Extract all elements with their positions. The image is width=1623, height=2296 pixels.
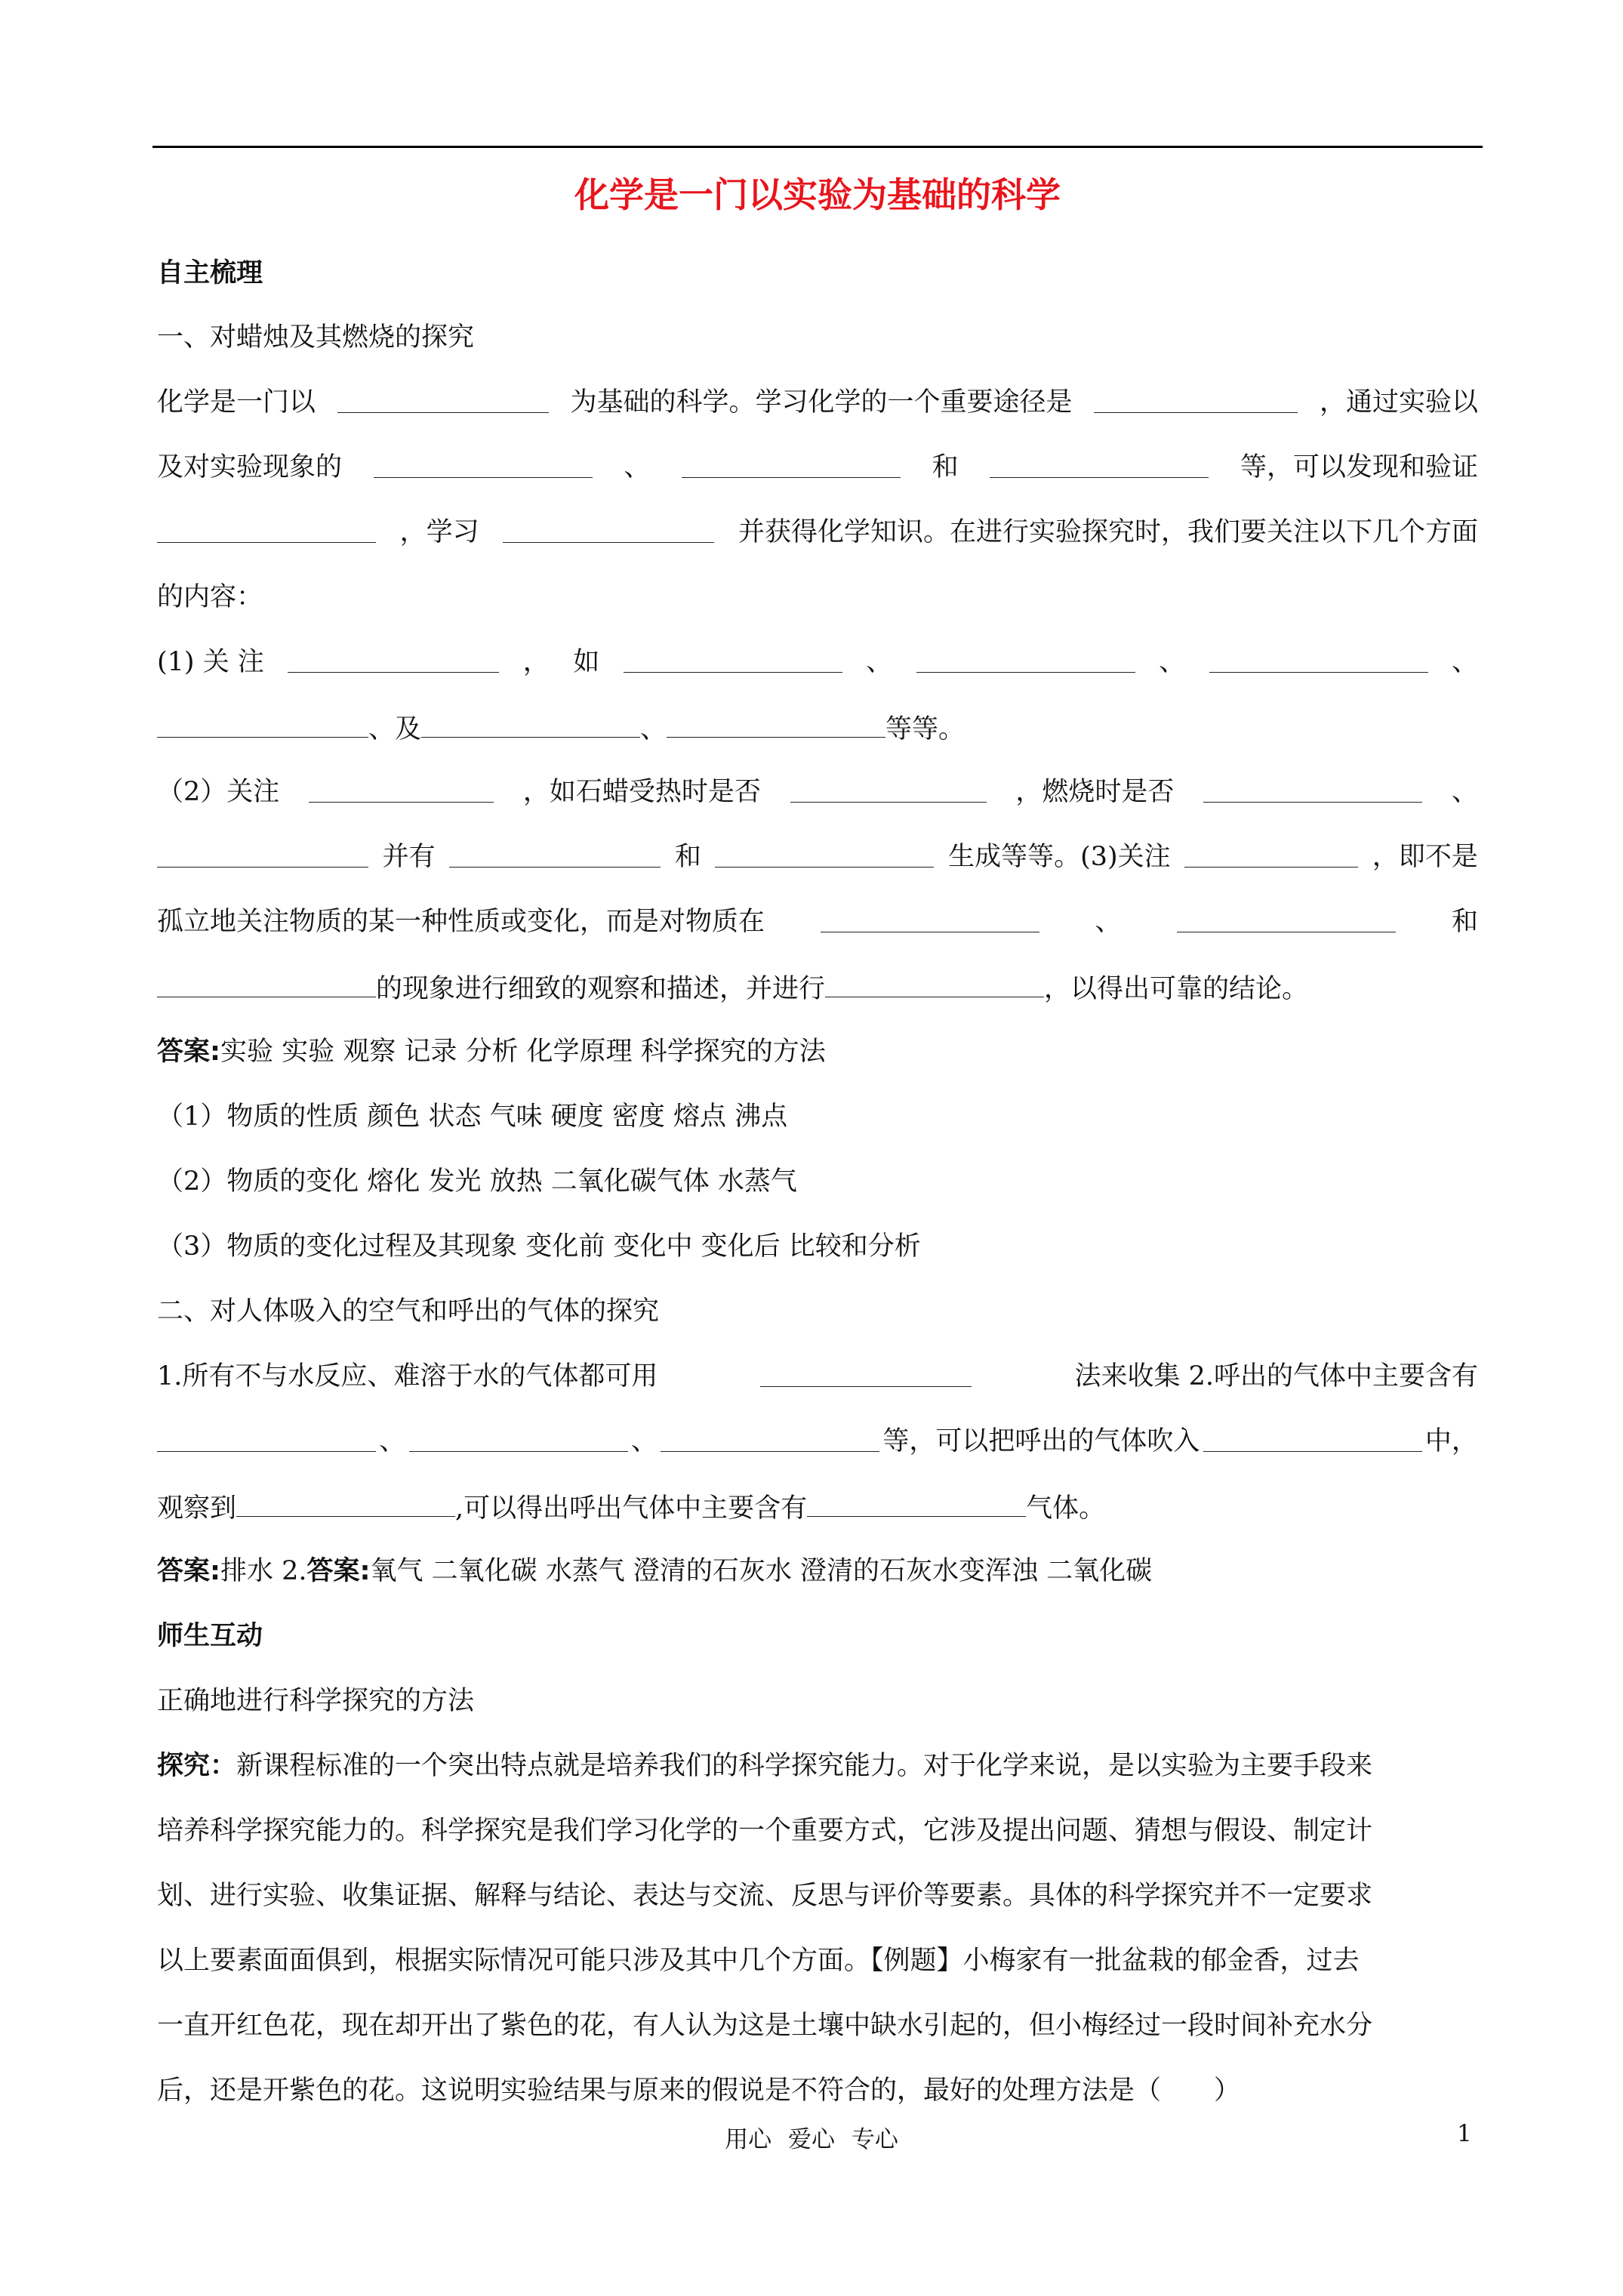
answer-label: 答案: [306, 1556, 371, 1586]
fill-blank[interactable] [990, 455, 1209, 478]
text-segment: 和 [1451, 907, 1478, 937]
text-segment: ，如石蜡受热时是否 [522, 777, 761, 807]
text-segment: 观察到 [157, 1493, 237, 1524]
text-segment: 气体。 [1026, 1493, 1106, 1524]
fill-blank[interactable] [236, 1493, 455, 1517]
text-segment: 、 [1159, 647, 1186, 677]
fill-blank[interactable] [157, 974, 376, 997]
fill-blank[interactable] [1203, 1428, 1422, 1452]
subsection-title: 正确地进行科学探究的方法 [157, 1686, 475, 1716]
text-segment: （2）关注 [157, 777, 280, 807]
fill-blank[interactable] [157, 1428, 376, 1452]
page-title: 化学是一门以实验为基础的科学 [574, 174, 1061, 215]
text-segment: 生成等等。(3)关注 [948, 842, 1171, 872]
text-segment: ， [522, 647, 550, 677]
answer-text: 实验 实验 观察 记录 分析 化学原理 科学探究的方法 [220, 1037, 826, 1067]
fill-blank[interactable] [157, 519, 376, 543]
text-segment: 孤立地关注物质的某一种性质或变化，而是对物质在 [157, 907, 765, 937]
explore-label: 探究： [157, 1751, 237, 1781]
fill-blank[interactable] [157, 714, 368, 738]
part2-title: 二、对人体吸入的空气和呼出的气体的探究 [157, 1296, 660, 1327]
text-segment: 并获得化学知识。在进行实验探究时，我们要关注以下几个方面 [738, 517, 1478, 547]
paragraph-line [157, 387, 1478, 418]
fill-blank[interactable] [337, 390, 549, 413]
fill-blank[interactable] [288, 649, 499, 673]
paragraph-line [157, 452, 1478, 482]
paragraph-line: 的内容： [157, 582, 263, 612]
answer-line: （3）物质的变化过程及其现象 变化前 变化中 变化后 比较和分析 [157, 1231, 921, 1262]
text-segment: ，即不是 [1372, 842, 1478, 872]
paragraph-line: 划、进行实验、收集证据、解释与结论、表达与交流、反思与评价等要素。具体的科学探究并不一定要求 [157, 1881, 1373, 1911]
answer-line [157, 1558, 1152, 1585]
paragraph-line [157, 519, 1478, 546]
section-heading-interaction: 师生互动 [157, 1621, 263, 1651]
fill-blank[interactable] [715, 844, 934, 868]
text-segment: 1.所有不与水反应、难溶于水的气体都可用 [157, 1361, 658, 1391]
text-segment: 、 [630, 1426, 658, 1456]
fill-blank[interactable] [825, 974, 1044, 997]
fill-blank[interactable] [157, 844, 368, 868]
text-segment: 为基础的科学。学习化学的一个重要途径是 [570, 387, 1073, 418]
fill-blank[interactable] [682, 455, 901, 478]
answer-label: 答案: [157, 1556, 220, 1586]
answer-label: 答案: [157, 1037, 220, 1067]
text-segment: ，以得出可靠的结论。 [1044, 974, 1309, 1004]
paragraph-line [157, 974, 1308, 1003]
paragraph-line [157, 1493, 1105, 1522]
text-segment: 法来收集 2.呼出的气体中主要含有 [1074, 1361, 1478, 1391]
text-segment: ，通过实验以 [1319, 387, 1478, 418]
text-segment: 及对实验现象的 [157, 452, 343, 482]
fill-blank[interactable] [374, 455, 593, 478]
section-heading-self-study: 自主梳理 [157, 258, 263, 288]
answer-line: （1）物质的性质 颜色 状态 气味 硬度 密度 熔点 沸点 [157, 1102, 788, 1132]
text-segment: 等，可以把呼出的气体吹入 [882, 1426, 1200, 1456]
fill-blank[interactable] [807, 1493, 1026, 1517]
paragraph-line [157, 844, 1478, 871]
text-segment: 、 [866, 647, 893, 677]
fill-blank[interactable] [821, 909, 1039, 932]
text-segment: 等等。 [885, 714, 965, 744]
text-segment: 等，可以发现和验证 [1240, 452, 1478, 482]
fill-blank[interactable] [1209, 649, 1428, 673]
text-segment: 、 [1451, 777, 1478, 807]
page-number: 1 [1457, 2120, 1472, 2147]
paragraph-line [157, 714, 965, 743]
text-segment: 、 [379, 1426, 406, 1456]
text-segment: (1) 关 注 [157, 647, 264, 677]
paragraph-line: 一直开红色花，现在却开出了紫色的花，有人认为这是土壤中缺水引起的，但小梅经过一段时间补充水分 [157, 2011, 1373, 2041]
paragraph-line [157, 779, 1478, 806]
footer-motto: 用心 爱心 专心 [725, 2126, 898, 2153]
paragraph-line [157, 909, 1478, 935]
text-segment: 的现象进行细致的观察和描述，并进行 [376, 974, 826, 1004]
fill-blank[interactable] [1094, 390, 1298, 413]
fill-blank[interactable] [1203, 779, 1422, 803]
text-segment: 并有 [382, 842, 436, 872]
fill-blank[interactable] [667, 714, 885, 738]
fill-blank[interactable] [790, 779, 987, 803]
fill-blank[interactable] [1184, 844, 1358, 868]
answer-line [157, 1039, 826, 1065]
fill-blank[interactable] [309, 779, 494, 803]
fill-blank[interactable] [421, 714, 640, 738]
paragraph-line: 以上要素面面俱到，根据实际情况可能只涉及其中几个方面。【例题】小梅家有一批盆栽的郁金香，过去 [157, 1946, 1360, 1976]
header-rule [152, 146, 1483, 148]
text-segment: 中， [1424, 1426, 1478, 1456]
fill-blank[interactable] [624, 649, 842, 673]
text-segment: 、 [640, 714, 667, 744]
paragraph-line [157, 649, 1478, 676]
answer-text: 氧气 二氧化碳 水蒸气 澄清的石灰水 澄清的石灰水变浑浊 二氧化碳 [370, 1556, 1153, 1586]
text-segment: 、 [1095, 907, 1122, 937]
text-segment: ，学习 [399, 517, 479, 547]
paragraph-line: 后，还是开紫色的花。这说明实验结果与原来的假说是不符合的，最好的处理方法是（ ） [157, 2076, 1241, 2106]
text-segment: 新课程标准的一个突出特点就是培养我们的科学探究能力。对于化学来说，是以实验为主要手段来 [236, 1751, 1373, 1781]
fill-blank[interactable] [760, 1364, 972, 1387]
text-segment: ,可以得出呼出气体中主要含有 [455, 1493, 808, 1524]
text-segment: 化学是一门以 [157, 387, 316, 418]
fill-blank[interactable] [449, 844, 661, 868]
part1-title: 一、对蜡烛及其燃烧的探究 [157, 322, 475, 353]
answer-text: 排水 2. [220, 1556, 307, 1586]
fill-blank[interactable] [916, 649, 1135, 673]
text-segment: ，燃烧时是否 [1015, 777, 1175, 807]
text-segment: 、及 [368, 714, 422, 744]
paragraph-line [157, 1753, 1372, 1780]
text-segment: 、 [624, 452, 651, 482]
fill-blank[interactable] [503, 519, 714, 543]
fill-blank[interactable] [1177, 909, 1396, 932]
text-segment: 和 [674, 842, 701, 872]
fill-blank[interactable] [409, 1428, 628, 1452]
text-segment: 、 [1451, 647, 1478, 677]
text-segment: 如 [573, 647, 600, 677]
paragraph-line [157, 1428, 1478, 1455]
fill-blank[interactable] [661, 1428, 879, 1452]
paragraph-line [157, 1361, 1478, 1391]
paragraph-line: 培养科学探究能力的。科学探究是我们学习化学的一个重要方式，它涉及提出问题、猜想与假设、制定计 [157, 1816, 1373, 1846]
text-segment: 和 [932, 452, 959, 482]
answer-line: （2）物质的变化 熔化 发光 放热 二氧化碳气体 水蒸气 [157, 1166, 797, 1197]
